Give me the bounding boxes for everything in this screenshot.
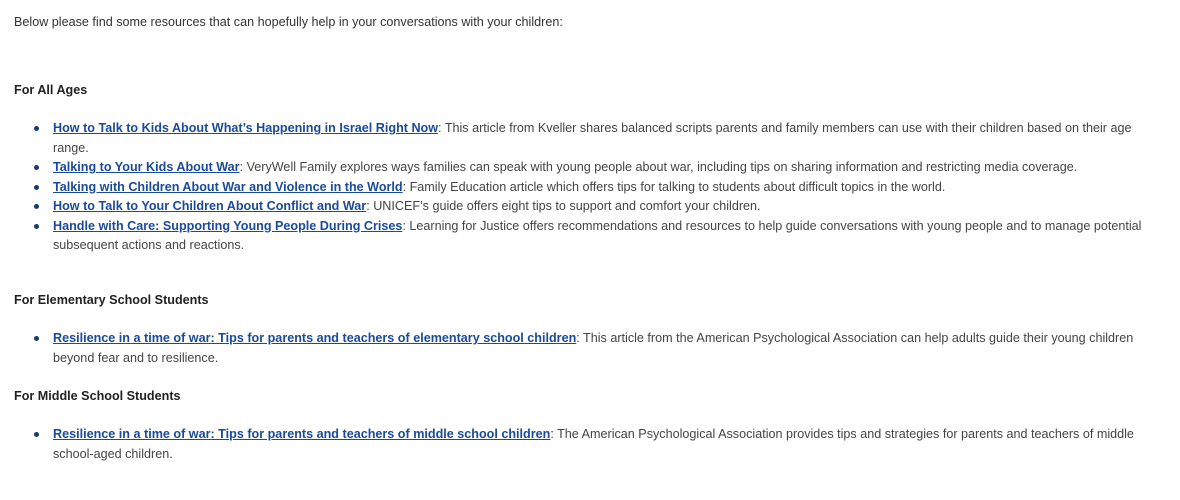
resource-description: : This article from Kveller shares balanced scripts parents and family members can use with their children based on their age range. [53, 121, 1132, 155]
resource-list-elementary [14, 329, 1154, 368]
resource-description: : VeryWell Family explores ways families can speak with young people about war, including tips on sharing information and restricting media coverage. [239, 160, 1078, 174]
section-heading-middle: For Middle School Students [14, 389, 181, 403]
resource-list-middle [14, 425, 1154, 464]
section-heading-elementary: For Elementary School Students [14, 293, 209, 307]
resource-link[interactable]: How to Talk to Kids About What’s Happening in Israel Right Now [53, 121, 439, 135]
bullet-icon [34, 185, 39, 190]
list-item [14, 329, 1154, 368]
intro-text: Below please find some resources that can hopefully help in your conversations with your children: [14, 15, 563, 29]
list-item [14, 197, 1154, 217]
bullet-icon [34, 165, 39, 170]
resource-link[interactable]: Talking to Your Kids About War [53, 160, 240, 174]
list-item [14, 178, 1154, 198]
resource-link[interactable]: How to Talk to Your Children About Conflict and War [53, 199, 367, 213]
resource-list-all-ages [14, 119, 1154, 256]
list-item [14, 217, 1154, 256]
bullet-icon [34, 432, 39, 437]
bullet-icon [34, 336, 39, 341]
resource-description: : This article from the American Psychological Association can help adults guide their young children beyond fear and to resilience. [53, 331, 1134, 365]
bullet-icon [34, 224, 39, 229]
resource-link[interactable]: Resilience in a time of war: Tips for parents and teachers of middle school children [53, 427, 551, 441]
list-item [14, 158, 1154, 178]
resource-link[interactable]: Resilience in a time of war: Tips for parents and teachers of elementary school children [53, 331, 577, 345]
list-item [14, 119, 1154, 158]
resource-link[interactable]: Talking with Children About War and Violence in the World [53, 179, 403, 194]
resource-link[interactable]: Handle with Care: Supporting Young People During Crises [53, 218, 403, 233]
bullet-icon [34, 204, 39, 209]
resource-description: : The American Psychological Association provides tips and strategies for parents and teachers of middle school-aged children. [53, 427, 1134, 461]
resource-description: : UNICEF’s guide offers eight tips to support and comfort your children. [366, 199, 761, 213]
resource-description: : Learning for Justice offers recommendations and resources to help guide conversations with young people and to manage potential subsequent actions and reactions. [53, 218, 1142, 252]
bullet-icon [34, 126, 39, 131]
section-heading-all-ages: For All Ages [14, 83, 88, 97]
resource-description: : Family Education article which offers tips for talking to students about difficult topics in the world. [402, 179, 946, 194]
list-item [14, 425, 1154, 464]
